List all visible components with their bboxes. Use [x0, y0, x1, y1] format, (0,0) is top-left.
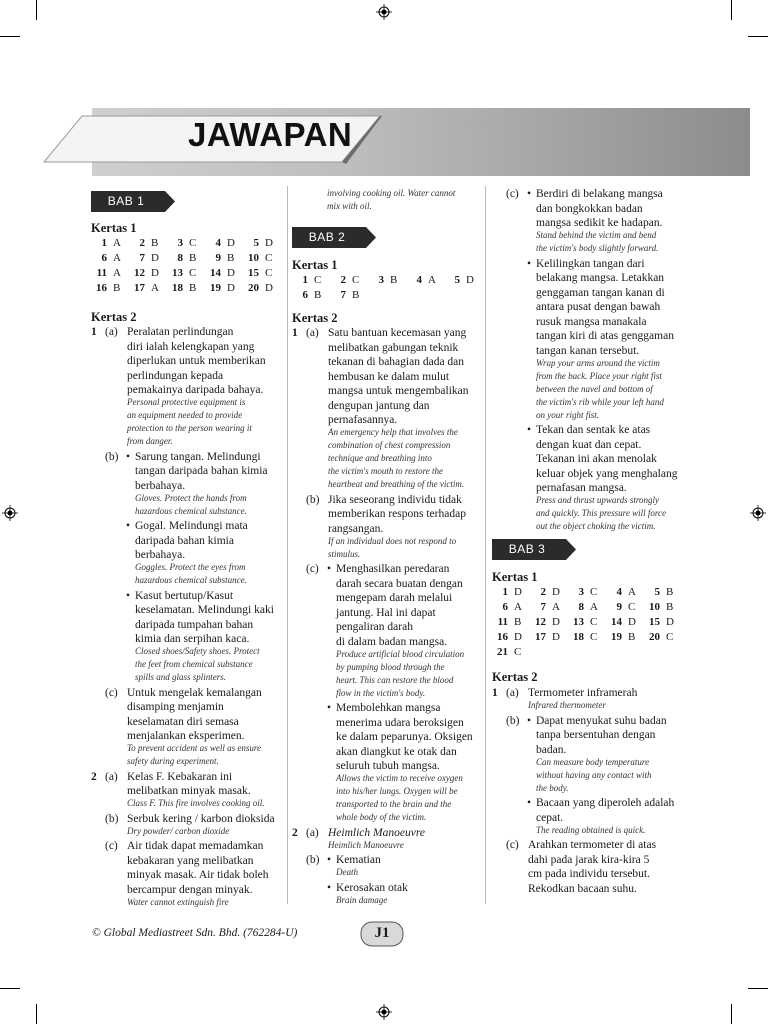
question-number: 2	[340, 274, 346, 286]
answer-line: berbahaya.	[135, 479, 186, 492]
chapter-label: BAB 3	[508, 542, 546, 556]
translation-line: flow in the victim's body.	[336, 687, 426, 698]
answer-line: antara pusat dengan bawah	[536, 301, 661, 313]
answer-line: • Kerosakan otak	[336, 881, 408, 896]
answer-line: memberikan respons terhadap	[328, 508, 466, 520]
question-number: 5	[253, 237, 259, 249]
translation-line: from the back. Place your right fist	[536, 370, 662, 381]
question-number: 20	[649, 631, 660, 643]
question-number: 1	[101, 237, 107, 249]
answer-line: (a)	[306, 826, 319, 839]
question-number: 10	[248, 252, 259, 264]
translation-line: on your right fist.	[536, 409, 600, 420]
question-number: 18	[172, 282, 183, 294]
answer-letter: B	[666, 586, 674, 598]
answer-letter: D	[514, 631, 522, 643]
answer-line: mengepam darah melalui	[336, 592, 453, 604]
question-number: 8	[177, 252, 183, 264]
answer-line: kebakaran yang melibatkan	[127, 854, 254, 867]
answer-line: Heimlich Manoeuvre	[328, 826, 425, 839]
answer-letter: B	[390, 274, 398, 286]
translation-line: Gloves. Protect the hands from	[135, 492, 247, 503]
answer-line: dengan kuat dan cepat.	[536, 438, 642, 451]
section-heading-kertas2: Kertas 2	[292, 311, 338, 325]
translation-line: Allows the victim to receive oxygen	[336, 773, 463, 783]
answer-line: (a)	[105, 770, 118, 783]
answer-line: berbahaya.	[135, 549, 186, 561]
answer-line: daripada tumpahan bahan	[135, 618, 254, 631]
answer-letter: C	[514, 646, 522, 658]
answer-line: Jika seseorang individu tidak	[328, 493, 462, 506]
answer-line: • Kematian	[336, 853, 381, 868]
translation-line: Wrap your arms around the victim	[536, 357, 660, 368]
answer-line: Air tidak dapat memadamkan	[127, 840, 264, 852]
crop-mark	[748, 988, 768, 989]
answer-line: genggaman tangan kanan di	[536, 286, 665, 299]
translation-line: transported to the brain and the	[336, 799, 452, 809]
section-heading-kertas2: Kertas 2	[492, 670, 538, 684]
answer-line: Peralatan perlindungan	[127, 326, 234, 338]
answer-letter: C	[666, 631, 674, 643]
answer-line: keselamatan diri semasa	[127, 715, 239, 728]
answer-letter: B	[151, 237, 159, 249]
answer-line: (a)	[506, 687, 519, 699]
translation-line: safety during experiment.	[127, 756, 219, 766]
answer-letter: A	[113, 252, 121, 264]
column-divider	[287, 186, 288, 904]
answer-letter: C	[590, 616, 598, 628]
answer-letter: B	[189, 282, 197, 294]
question-number: 9	[616, 601, 622, 613]
question-number: 17	[134, 282, 145, 294]
answer-letter: D	[227, 267, 235, 279]
translation-line: by pumping blood through the	[336, 661, 445, 672]
answer-line: • Menghasilkan peredaran	[336, 562, 449, 577]
answer-letter: D	[151, 252, 159, 264]
chapter-label: BAB 2	[308, 230, 346, 244]
answer-line: • Berdiri di belakang mangsa	[536, 187, 663, 202]
copyright-notice: © Global Mediastreet Sdn. Bhd. (762284-U)	[92, 927, 298, 939]
question-number: 11	[96, 267, 107, 279]
answer-line: • Gogal. Melindungi mata	[135, 519, 248, 534]
translation-line: the victim's rib while your left hand	[536, 396, 664, 407]
question-number: 20	[248, 282, 259, 294]
answer-line: tekanan di bahagian dada dan	[328, 356, 465, 368]
translation-line: Closed shoes/Safety shoes. Protect	[135, 646, 260, 656]
answer-line: pernafasannya.	[328, 414, 398, 426]
translation-line: Press and thrust upwards strongly	[536, 495, 660, 505]
translation-line: Personal protective equipment is	[127, 397, 246, 407]
question-number: 1	[502, 586, 508, 598]
question-number: 6	[101, 252, 107, 264]
question-number: 16	[497, 631, 508, 643]
question-number: 18	[573, 631, 584, 643]
translation-line: hazardous chemical substance.	[135, 505, 247, 516]
answer-letter: C	[590, 586, 598, 598]
translation-line: between the navel and bottom of	[536, 383, 653, 394]
answer-letter: D	[666, 616, 674, 628]
registration-mark-icon	[2, 505, 18, 521]
answer-line: (b)	[105, 450, 119, 463]
answer-letter: C	[265, 267, 273, 279]
translation-line: Class F. This fire involves cooking oil.	[127, 798, 265, 808]
answer-line: (a)	[306, 327, 319, 339]
answer-line: perlindungan kepada	[127, 369, 224, 382]
question-number: 4	[616, 586, 622, 598]
question-number: 5	[454, 274, 460, 286]
answer-line: (b)	[306, 854, 320, 866]
answer-line: diri ialah kelengkapan yang	[127, 340, 255, 353]
translation-line: the victim's body slightly forward.	[536, 243, 659, 253]
answer-line: (c)	[306, 563, 319, 575]
question-number: 12	[134, 267, 145, 279]
answer-letter: A	[113, 267, 121, 279]
answer-line: dan bongkokkan badan	[536, 202, 643, 215]
section-heading-kertas1: Kertas 1	[492, 570, 538, 584]
answer-line: menjalankan eksperimen.	[127, 730, 245, 742]
answer-line: Termometer inframerah	[528, 687, 638, 699]
translation-line: Dry powder/ carbon dioxide	[127, 825, 230, 836]
answer-line: diperlukan untuk memberikan	[127, 355, 266, 367]
question-number: 1	[302, 274, 308, 286]
translation-line: Stand behind the victim and bend	[536, 230, 657, 240]
crop-mark	[36, 1004, 37, 1024]
column-divider	[485, 186, 486, 904]
answer-letter: D	[552, 616, 560, 628]
translation-line: The reading obtained is quick.	[536, 824, 646, 835]
translation-line: Brain damage	[336, 894, 388, 905]
answer-line: tangan daripada bahan kimia	[135, 465, 268, 477]
answer-line: • Sarung tangan. Melindungi	[135, 450, 261, 465]
translation-line: heart. This can restore the blood	[336, 674, 454, 685]
answer-line: pengaliran darah	[336, 621, 413, 633]
answer-letter: A	[428, 274, 436, 286]
translation-line: an equipment needed to provide	[127, 410, 243, 420]
translation-line: and quickly. This pressure will force	[536, 508, 666, 518]
answer-line: Arahkan termometer di atas	[528, 839, 657, 851]
translation-line: without having any contact with	[536, 769, 652, 780]
crop-mark	[731, 1004, 732, 1024]
translation-line: protection to the person wearing it	[127, 423, 252, 433]
translation-line: whole body of the victim.	[336, 812, 427, 822]
question-number: 3	[177, 237, 183, 249]
question-number: 21	[497, 646, 508, 658]
answer-line: mangsa untuk mengembalikan	[328, 385, 469, 397]
answer-letter: A	[552, 601, 560, 613]
translation-line: hazardous chemical substance.	[135, 575, 247, 585]
question-number: 7	[139, 252, 145, 264]
translation-line: technique and breathing into	[328, 453, 432, 463]
answer-letter: B	[666, 601, 674, 613]
answer-line: Serbuk kering / karbon dioksida	[127, 812, 275, 825]
question-number: 6	[302, 289, 308, 301]
translation-line: Produce artificial blood circulation	[336, 648, 465, 659]
answer-letter: C	[189, 267, 197, 279]
question-number: 15	[248, 267, 259, 279]
answer-letter: C	[314, 274, 322, 286]
answer-line: (c)	[105, 840, 118, 852]
answer-line: pemakainya daripada bahaya.	[127, 384, 264, 396]
answer-line: akan diangkut ke otak dan	[336, 745, 457, 758]
answer-letter: D	[227, 237, 235, 249]
answer-line: dahi pada jarak kira-kira 5	[528, 853, 650, 866]
translation-line: the victim's mouth to restore the	[328, 466, 443, 476]
question-number: 10	[649, 601, 660, 613]
answer-line: jantung. Hal ini dapat	[336, 606, 436, 619]
translation-line: Infrared thermometer	[528, 700, 606, 710]
answer-line: mangsa sedikit ke hadapan.	[536, 217, 663, 229]
section-heading-kertas2: Kertas 2	[91, 310, 137, 324]
section-heading-kertas1: Kertas 1	[292, 258, 338, 272]
question-number: 4	[215, 237, 221, 249]
answer-line: • Kelilingkan tangan dari	[536, 257, 645, 272]
crop-mark	[748, 36, 768, 37]
answer-line: (b)	[105, 812, 119, 825]
crop-mark	[0, 36, 20, 37]
answer-letter: B	[628, 631, 636, 643]
answer-line: ke dalam peparunya. Oksigen	[336, 731, 473, 743]
answer-letter: A	[590, 601, 598, 613]
answer-letter: C	[189, 237, 197, 249]
answer-line: belakang mangsa. Letakkan	[536, 272, 665, 284]
question-number: 5	[654, 586, 660, 598]
translation-line: Heimlich Manoeuvre	[328, 839, 404, 850]
answer-letter: D	[265, 282, 273, 294]
chapter-label: BAB 1	[107, 194, 145, 208]
question-number: 7	[540, 601, 546, 613]
translation-line: the body.	[536, 782, 569, 793]
answer-letter: B	[314, 289, 322, 301]
answer-line: (c)	[506, 188, 519, 200]
answer-line: Satu bantuan kecemasan yang	[328, 327, 467, 339]
answer-letter: D	[265, 237, 273, 249]
translation-line: involving cooking oil. Water cannot	[327, 187, 456, 198]
answer-line: keluar objek yang menghalang	[536, 467, 678, 480]
question-number: 19	[611, 631, 622, 643]
answer-line: 1	[492, 687, 498, 699]
translation-line: into his/her lungs. Oxygen will be	[336, 786, 458, 796]
answer-line: disamping menjamin	[127, 701, 224, 713]
question-number: 2	[139, 237, 145, 249]
question-number: 16	[96, 282, 107, 294]
answer-line: seluruh tubuh mangsa.	[336, 760, 440, 772]
answer-line: tanpa bersentuhan dengan	[536, 729, 656, 741]
answer-line: Rekodkan bacaan suhu.	[528, 882, 637, 895]
answer-line: • Kasut bertutup/Kasut	[135, 589, 233, 604]
question-number: 9	[215, 252, 221, 264]
answer-line: Kelas F. Kebakaran ini	[127, 770, 233, 783]
question-number: 17	[535, 631, 546, 643]
answer-letter: B	[514, 616, 522, 628]
answer-letter: D	[552, 586, 560, 598]
section-heading-kertas1: Kertas 1	[91, 221, 137, 235]
translation-line: out the object choking the victim.	[536, 521, 656, 531]
question-number: 14	[210, 267, 221, 279]
answer-line: melibatkan minyak masak.	[127, 785, 251, 797]
question-number: 6	[502, 601, 508, 613]
answer-line: (b)	[306, 493, 320, 506]
question-number: 11	[497, 616, 508, 628]
translation-line: combination of chest compression	[328, 440, 451, 450]
answer-line: rangsangan.	[328, 522, 384, 535]
question-number: 15	[649, 616, 660, 628]
answer-letter: B	[189, 252, 197, 264]
answer-line: menerima udara beroksigen	[336, 716, 464, 729]
answer-line: 1	[91, 326, 97, 338]
answer-line: (b)	[506, 714, 520, 727]
answer-line: 2	[292, 826, 298, 839]
translation-line: Water cannot extinguish fire	[127, 896, 229, 907]
page-number: J1	[374, 925, 390, 941]
answer-line: minyak masak. Air tidak boleh	[127, 869, 269, 881]
answer-line: daripada bahan kimia	[135, 534, 234, 547]
registration-mark-icon	[750, 505, 766, 521]
answer-line: dengupan jantung dan	[328, 399, 430, 412]
answer-line: tangan kiri di atas genggaman	[536, 330, 674, 342]
translation-line: Death	[336, 867, 358, 877]
answer-letter: B	[227, 252, 235, 264]
answer-letter: D	[151, 267, 159, 279]
answer-line: kimia dan serpihan kaca.	[135, 633, 250, 645]
answer-line: • Bacaan yang diperoleh adalah	[536, 796, 674, 811]
answer-line: tangan kanan tersebut.	[536, 344, 640, 357]
answer-line: pernafasan mangsa.	[536, 482, 627, 494]
answer-letter: D	[227, 282, 235, 294]
answer-letter: A	[151, 282, 159, 294]
page-title: JAWAPAN	[188, 116, 353, 153]
translation-line: mix with oil.	[327, 200, 372, 211]
answer-letter: D	[514, 586, 522, 598]
answer-line: cm pada individu tersebut.	[528, 868, 650, 880]
question-number: 4	[416, 274, 422, 286]
registration-mark-icon	[376, 4, 392, 20]
answer-line: • Tekan dan sentak ke atas	[536, 423, 650, 438]
translation-line: To prevent accident as well as ensure	[127, 743, 261, 753]
answer-line: badan.	[536, 743, 567, 756]
answer-line: 1	[292, 327, 298, 339]
registration-mark-icon	[376, 1004, 392, 1020]
answer-line: di dalam badan mangsa.	[336, 635, 448, 648]
translation-line: If an individual does not respond to	[328, 535, 457, 546]
answer-letter: C	[352, 274, 360, 286]
translation-line: Goggles. Protect the eyes from	[135, 562, 246, 572]
answer-line: Untuk mengelak kemalangan	[127, 686, 262, 699]
crop-mark	[0, 988, 20, 989]
crop-mark	[731, 0, 732, 20]
crop-mark	[36, 0, 37, 20]
answer-letter: A	[514, 601, 522, 613]
answer-letter: B	[113, 282, 121, 294]
question-number: 2	[540, 586, 546, 598]
answer-letter: D	[466, 274, 474, 286]
answer-line: • Dapat menyukat suhu badan	[536, 714, 667, 729]
answer-line: • Membolehkan mangsa	[336, 701, 440, 716]
answer-line: cepat.	[536, 811, 564, 824]
answer-letter: D	[628, 616, 636, 628]
translation-line: the feet from chemical substance	[135, 659, 253, 669]
translation-line: stimulus.	[328, 548, 361, 559]
question-number: 3	[578, 586, 584, 598]
answer-line: (a)	[105, 326, 118, 338]
question-number: 14	[611, 616, 622, 628]
answer-line: Tekanan ini akan menolak	[536, 453, 657, 465]
answer-letter: D	[552, 631, 560, 643]
answer-letter: B	[352, 289, 360, 301]
question-number: 19	[210, 282, 221, 294]
answer-line: melibatkan gabungan teknik	[328, 341, 459, 354]
answer-line: hembusan ke dalam mulut	[328, 370, 450, 383]
question-number: 8	[578, 601, 584, 613]
question-number: 13	[172, 267, 183, 279]
translation-line: from danger.	[127, 436, 173, 446]
translation-line: An emergency help that involves the	[328, 427, 458, 437]
question-number: 3	[378, 274, 384, 286]
answer-line: 2	[91, 770, 97, 783]
answer-line: bercampur dengan minyak.	[127, 883, 253, 896]
answer-line: rusuk mangsa manakala	[536, 315, 647, 328]
answer-line: keselamatan. Melindungi kaki	[135, 604, 274, 616]
answer-letter: C	[265, 252, 273, 264]
answer-line: (c)	[105, 686, 118, 699]
question-number: 12	[535, 616, 546, 628]
question-number: 13	[573, 616, 584, 628]
answer-line: darah secara buatan dengan	[336, 577, 463, 590]
answer-letter: A	[113, 237, 121, 249]
answer-letter: C	[628, 601, 636, 613]
translation-line: Can measure body temperature	[536, 756, 650, 767]
answer-line: (c)	[506, 839, 519, 851]
answer-letter: A	[628, 586, 636, 598]
answer-letter: C	[590, 631, 598, 643]
translation-line: spills and glass splinters.	[135, 672, 227, 682]
translation-line: heartbeat and breathing of the victim.	[328, 479, 465, 489]
question-number: 7	[340, 289, 346, 301]
